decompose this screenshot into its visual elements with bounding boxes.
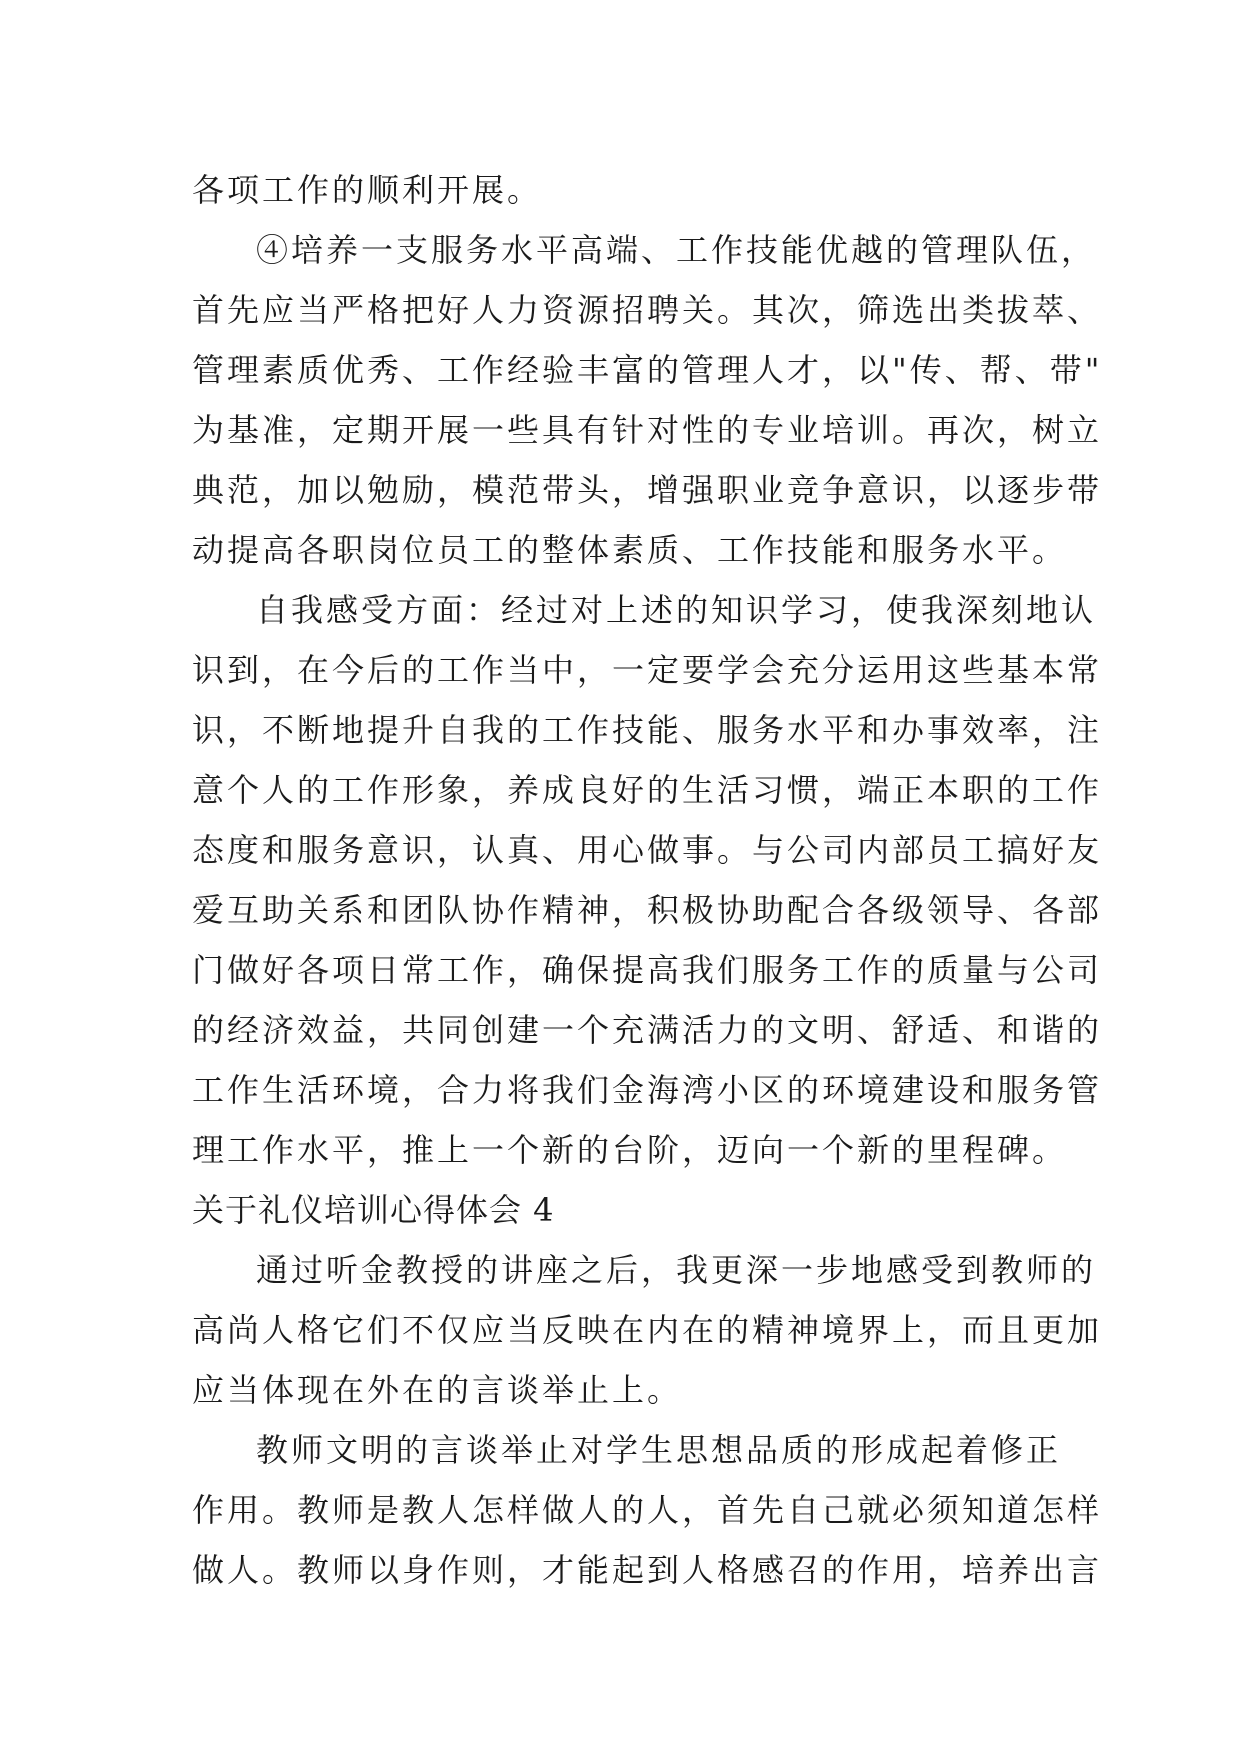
text-line: 典范，加以勉励，模范带头，增强职业竞争意识，以逐步带	[192, 471, 1103, 509]
paragraph-continuation	[192, 160, 1062, 220]
text-line: 意个人的工作形象，养成良好的生活习惯，端正本职的工作	[192, 771, 1103, 809]
text-line: ④培养一支服务水平高端、工作技能优越的管理队伍，	[256, 231, 1097, 269]
text-line: 态度和服务意识，认真、用心做事。与公司内部员工搞好友	[192, 831, 1103, 869]
text-line: 应当体现在外在的言谈举止上。	[192, 1371, 683, 1409]
paragraph-lecture	[192, 1240, 1103, 1420]
text-line: 理工作水平，推上一个新的台阶，迈向一个新的里程碑。	[192, 1131, 1068, 1169]
text-line: 首先应当严格把好人力资源招聘关。其次，筛选出类拔萃、	[192, 291, 1103, 329]
paragraph-self-reflection	[192, 580, 1103, 1180]
text-line: 教师文明的言谈举止对学生思想品质的形成起着修正	[256, 1431, 1062, 1469]
text-line: 高尚人格它们不仅应当反映在内在的精神境界上，而且更加	[192, 1311, 1103, 1349]
text-line: 动提高各职岗位员工的整体素质、工作技能和服务水平。	[192, 531, 1068, 569]
paragraph-teacher-conduct	[192, 1420, 1103, 1600]
text-line: 各项工作的顺利开展。	[192, 171, 543, 209]
text-line: 爱互助关系和团队协作精神，积极协助配合各级领导、各部	[192, 891, 1103, 929]
section-title: 关于礼仪培训心得体会 4	[192, 1191, 555, 1229]
text-line: 识，不断地提升自我的工作技能、服务水平和办事效率，注	[192, 711, 1103, 749]
document-body	[192, 160, 1103, 1600]
text-line: 工作生活环境，合力将我们金海湾小区的环境建设和服务管	[192, 1071, 1103, 1109]
text-line: 为基准，定期开展一些具有针对性的专业培训。再次，树立	[192, 411, 1103, 449]
text-line: 自我感受方面：经过对上述的知识学习，使我深刻地认	[256, 591, 1097, 629]
text-line: 门做好各项日常工作，确保提高我们服务工作的质量与公司	[192, 951, 1103, 989]
text-line: 的经济效益，共同创建一个充满活力的文明、舒适、和谐的	[192, 1011, 1103, 1049]
text-line: 作用。教师是教人怎样做人的人，首先自己就必须知道怎样	[192, 1491, 1103, 1529]
text-line: 识到，在今后的工作当中，一定要学会充分运用这些基本常	[192, 651, 1103, 689]
text-line: 通过听金教授的讲座之后，我更深一步地感受到教师的	[256, 1251, 1097, 1289]
text-line: 管理素质优秀、工作经验丰富的管理人才，以"传、帮、带"	[192, 351, 1103, 389]
text-line: 做人。教师以身作则，才能起到人格感召的作用，培养出言	[192, 1551, 1103, 1589]
paragraph-management-team	[192, 220, 1103, 580]
